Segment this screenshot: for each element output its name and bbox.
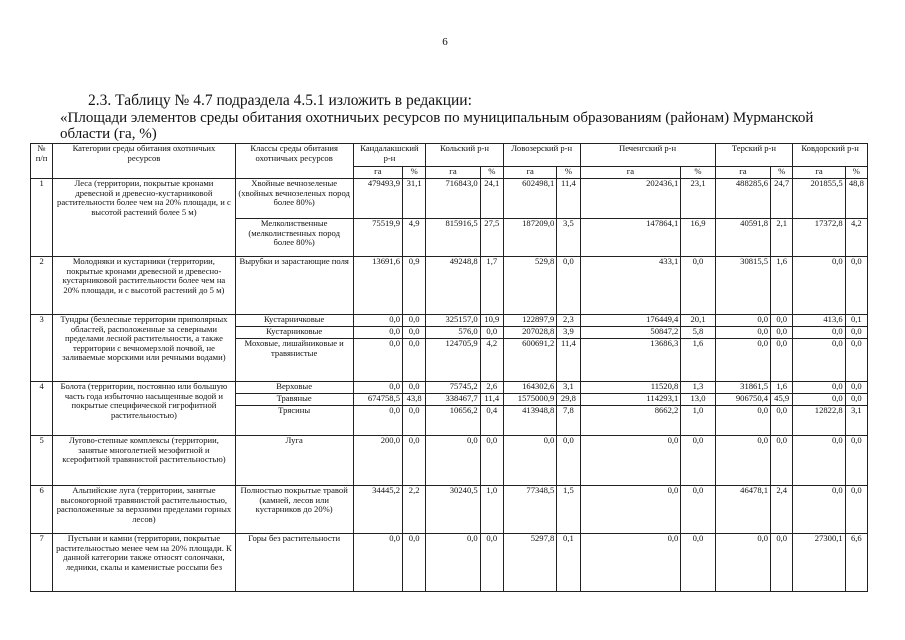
- area-pct-cell: 2,2: [403, 486, 426, 534]
- row-number: 1: [31, 179, 53, 257]
- area-pct-cell: 2,1: [771, 219, 793, 257]
- header-unit-pct: %: [771, 167, 793, 179]
- area-pct-cell: 0,0: [771, 315, 793, 327]
- habitat-class: Моховые, лишайниковые и травянистые: [235, 339, 353, 382]
- area-pct-cell: 3,9: [557, 327, 580, 339]
- area-pct-cell: 0,0: [480, 436, 503, 486]
- area-pct-cell: 0,0: [681, 486, 715, 534]
- area-ha-cell: 0,0: [353, 315, 402, 327]
- area-pct-cell: 29,8: [557, 394, 580, 406]
- table-caption: «Площади элементов среды обитания охотничьих ресурсов по муниципальным образованиям (районам) Мурманской области (га, %): [60, 110, 814, 142]
- area-ha-cell: 0,0: [353, 339, 402, 382]
- area-pct-cell: 0,0: [403, 406, 426, 436]
- area-ha-cell: 488285,6: [715, 179, 770, 219]
- area-ha-cell: 0,0: [353, 534, 402, 592]
- area-ha-cell: 207028,8: [503, 327, 556, 339]
- area-ha-cell: 77348,5: [503, 486, 556, 534]
- area-pct-cell: 1,6: [771, 257, 793, 315]
- area-pct-cell: 3,1: [845, 406, 867, 436]
- area-pct-cell: 0,0: [845, 339, 867, 382]
- area-ha-cell: 10656,2: [426, 406, 480, 436]
- table-row: [31, 534, 868, 592]
- area-pct-cell: 0,0: [480, 327, 503, 339]
- area-pct-cell: 2,3: [557, 315, 580, 327]
- area-pct-cell: 0,9: [403, 257, 426, 315]
- area-pct-cell: 4,9: [403, 219, 426, 257]
- header-category: Категории среды обитания охотничьих ресурсов: [53, 144, 236, 179]
- header-unit-ha: га: [715, 167, 770, 179]
- area-ha-cell: 0,0: [793, 486, 845, 534]
- area-pct-cell: 0,0: [771, 327, 793, 339]
- header-class: Классы среды обитания охотничьих ресурсов: [235, 144, 353, 179]
- page-number: 6: [442, 36, 448, 48]
- area-pct-cell: 0,0: [845, 327, 867, 339]
- area-pct-cell: 11,4: [557, 339, 580, 382]
- habitat-class: Луга: [235, 436, 353, 486]
- area-pct-cell: 0,0: [771, 339, 793, 382]
- area-ha-cell: 75745,2: [426, 382, 480, 394]
- area-ha-cell: 0,0: [793, 394, 845, 406]
- area-ha-cell: 11520,8: [580, 382, 681, 394]
- header-unit-pct: %: [403, 167, 426, 179]
- area-ha-cell: 0,0: [715, 327, 770, 339]
- habitat-class: Хвойные вечнозеленые (хвойных вечнозеленых пород более 80%): [235, 179, 353, 219]
- header-unit-pct: %: [845, 167, 867, 179]
- area-pct-cell: 1,3: [681, 382, 715, 394]
- header-district: Кандалакшский р-н: [353, 144, 426, 167]
- area-ha-cell: 0,0: [426, 436, 480, 486]
- area-ha-cell: 1575000,9: [503, 394, 556, 406]
- area-pct-cell: 3,5: [557, 219, 580, 257]
- area-ha-cell: 600691,2: [503, 339, 556, 382]
- area-ha-cell: 413948,8: [503, 406, 556, 436]
- area-pct-cell: 4,2: [480, 339, 503, 382]
- area-ha-cell: 13686,3: [580, 339, 681, 382]
- habitat-category: Тундры (безлесные территории приполярных областей, расположенные за северными пределами лесной растительности, а также территории с вечномерзлой почвой, не заливаемые морскими или речными водами): [53, 315, 236, 382]
- header-district: Терский р-н: [715, 144, 793, 167]
- habitat-area-table: [30, 143, 868, 592]
- area-pct-cell: 48,8: [845, 179, 867, 219]
- header-num: № п/п: [31, 144, 53, 179]
- section-heading: 2.3. Таблицу № 4.7 подраздела 4.5.1 изложить в редакции:: [88, 92, 472, 109]
- area-ha-cell: 0,0: [353, 382, 402, 394]
- area-ha-cell: 46478,1: [715, 486, 770, 534]
- area-pct-cell: 24,1: [480, 179, 503, 219]
- habitat-class: Вырубки и зарастающие поля: [235, 257, 353, 315]
- area-pct-cell: 0,1: [557, 534, 580, 592]
- area-ha-cell: 0,0: [793, 382, 845, 394]
- area-pct-cell: 0,0: [403, 382, 426, 394]
- area-pct-cell: 0,0: [681, 534, 715, 592]
- area-ha-cell: 34445,2: [353, 486, 402, 534]
- area-ha-cell: 0,0: [793, 436, 845, 486]
- area-pct-cell: 1,6: [681, 339, 715, 382]
- area-ha-cell: 674758,5: [353, 394, 402, 406]
- area-ha-cell: 0,0: [715, 436, 770, 486]
- area-pct-cell: 0,0: [845, 394, 867, 406]
- area-pct-cell: 4,2: [845, 219, 867, 257]
- area-pct-cell: 0,0: [845, 257, 867, 315]
- area-ha-cell: 576,0: [426, 327, 480, 339]
- header-unit-pct: %: [480, 167, 503, 179]
- area-pct-cell: 6,6: [845, 534, 867, 592]
- header-unit-ha: га: [793, 167, 845, 179]
- area-pct-cell: 0,0: [403, 327, 426, 339]
- row-number: 4: [31, 382, 53, 436]
- row-number: 6: [31, 486, 53, 534]
- area-pct-cell: 0,0: [480, 534, 503, 592]
- header-district: Кольский р-н: [426, 144, 504, 167]
- area-pct-cell: 0,0: [845, 382, 867, 394]
- area-ha-cell: 413,6: [793, 315, 845, 327]
- area-pct-cell: 20,1: [681, 315, 715, 327]
- area-ha-cell: 0,0: [793, 257, 845, 315]
- row-number: 2: [31, 257, 53, 315]
- area-pct-cell: 0,0: [403, 436, 426, 486]
- area-pct-cell: 7,8: [557, 406, 580, 436]
- table-row: [31, 382, 868, 394]
- area-ha-cell: 479493,9: [353, 179, 402, 219]
- area-ha-cell: 8662,2: [580, 406, 681, 436]
- header-district: Печенгский р-н: [580, 144, 715, 167]
- area-ha-cell: 75519,9: [353, 219, 402, 257]
- header-unit-ha: га: [503, 167, 556, 179]
- area-ha-cell: 0,0: [580, 486, 681, 534]
- area-pct-cell: 45,9: [771, 394, 793, 406]
- area-ha-cell: 50847,2: [580, 327, 681, 339]
- area-pct-cell: 2,6: [480, 382, 503, 394]
- habitat-category: Лугово-степные комплексы (территории, занятые многолетней мезофитной и ксерофитной травянистой растительностью): [53, 436, 236, 486]
- area-ha-cell: 0,0: [715, 339, 770, 382]
- table-row: [31, 315, 868, 327]
- area-ha-cell: 164302,6: [503, 382, 556, 394]
- area-ha-cell: 0,0: [715, 315, 770, 327]
- header-unit-pct: %: [681, 167, 715, 179]
- area-ha-cell: 529,8: [503, 257, 556, 315]
- area-ha-cell: 0,0: [715, 406, 770, 436]
- habitat-class: Кустарничковые: [235, 315, 353, 327]
- area-ha-cell: 13691,6: [353, 257, 402, 315]
- habitat-category: Пустыни и камни (территории, покрытые растительностью менее чем на 20% площади. К данной категории также относят солончаки, ледники, скалы и каменистые россыпи без: [53, 534, 236, 592]
- area-pct-cell: 0,4: [480, 406, 503, 436]
- area-pct-cell: 1,7: [480, 257, 503, 315]
- area-ha-cell: 30815,5: [715, 257, 770, 315]
- habitat-class: Мелколиственные (мелколиственных пород более 80%): [235, 219, 353, 257]
- area-ha-cell: 12822,8: [793, 406, 845, 436]
- row-number: 7: [31, 534, 53, 592]
- area-pct-cell: 13,0: [681, 394, 715, 406]
- habitat-class: Травяные: [235, 394, 353, 406]
- area-pct-cell: 43,8: [403, 394, 426, 406]
- area-pct-cell: 27,5: [480, 219, 503, 257]
- row-number: 3: [31, 315, 53, 382]
- area-pct-cell: 23,1: [681, 179, 715, 219]
- header-unit-pct: %: [557, 167, 580, 179]
- habitat-class: Полностью покрытые травой (камней, лесов или кустарников до 20%): [235, 486, 353, 534]
- area-ha-cell: 0,0: [715, 534, 770, 592]
- area-pct-cell: 11,4: [480, 394, 503, 406]
- row-number: 5: [31, 436, 53, 486]
- area-pct-cell: 0,0: [681, 436, 715, 486]
- area-ha-cell: 124705,9: [426, 339, 480, 382]
- area-ha-cell: 200,0: [353, 436, 402, 486]
- area-ha-cell: 0,0: [353, 327, 402, 339]
- area-pct-cell: 0,0: [557, 436, 580, 486]
- area-ha-cell: 147864,1: [580, 219, 681, 257]
- area-ha-cell: 114293,1: [580, 394, 681, 406]
- area-pct-cell: 1,5: [557, 486, 580, 534]
- table-row: [31, 436, 868, 486]
- area-ha-cell: 338467,7: [426, 394, 480, 406]
- area-pct-cell: 0,0: [403, 339, 426, 382]
- area-ha-cell: 0,0: [580, 436, 681, 486]
- area-pct-cell: 5,8: [681, 327, 715, 339]
- habitat-class: Кустарниковые: [235, 327, 353, 339]
- area-pct-cell: 1,0: [480, 486, 503, 534]
- table-row: [31, 486, 868, 534]
- area-pct-cell: 0,0: [403, 315, 426, 327]
- habitat-class: Трясины: [235, 406, 353, 436]
- area-ha-cell: 0,0: [503, 436, 556, 486]
- area-ha-cell: 0,0: [793, 339, 845, 382]
- area-ha-cell: 176449,4: [580, 315, 681, 327]
- area-ha-cell: 5297,8: [503, 534, 556, 592]
- area-ha-cell: 0,0: [793, 327, 845, 339]
- area-ha-cell: 602498,1: [503, 179, 556, 219]
- header-unit-ha: га: [353, 167, 402, 179]
- area-ha-cell: 0,0: [580, 534, 681, 592]
- area-pct-cell: 1,6: [771, 382, 793, 394]
- area-ha-cell: 716843,0: [426, 179, 480, 219]
- table-row: [31, 179, 868, 219]
- area-ha-cell: 31861,5: [715, 382, 770, 394]
- area-ha-cell: 0,0: [353, 406, 402, 436]
- area-ha-cell: 40591,8: [715, 219, 770, 257]
- habitat-category: Альпийские луга (территории, занятые высокогорной травянистой растительностью, расположенные за верхними пределами горных лесов): [53, 486, 236, 534]
- area-pct-cell: 2,4: [771, 486, 793, 534]
- area-pct-cell: 0,0: [403, 534, 426, 592]
- area-ha-cell: 30240,5: [426, 486, 480, 534]
- area-ha-cell: 433,1: [580, 257, 681, 315]
- habitat-category: Молодняки и кустарники (территории, покрытые кронами древесной и древесно-кустарниковой растительности более чем на 20% площади, и с высотой растений до 5 м): [53, 257, 236, 315]
- area-ha-cell: 201855,5: [793, 179, 845, 219]
- table-row: [31, 257, 868, 315]
- area-pct-cell: 0,0: [771, 534, 793, 592]
- area-pct-cell: 31,1: [403, 179, 426, 219]
- area-ha-cell: 0,0: [426, 534, 480, 592]
- area-pct-cell: 24,7: [771, 179, 793, 219]
- area-ha-cell: 27300,1: [793, 534, 845, 592]
- area-pct-cell: 0,0: [771, 436, 793, 486]
- habitat-category: Леса (территории, покрытые кронами древесной и древесно-кустарниковой растительности более чем на 20% площади, и с высотой растений более 5 м): [53, 179, 236, 257]
- header-unit-ha: га: [580, 167, 681, 179]
- area-pct-cell: 0,0: [681, 257, 715, 315]
- area-pct-cell: 0,0: [845, 436, 867, 486]
- area-pct-cell: 11,4: [557, 179, 580, 219]
- area-ha-cell: 49248,8: [426, 257, 480, 315]
- area-pct-cell: 10,9: [480, 315, 503, 327]
- area-pct-cell: 0,1: [845, 315, 867, 327]
- area-ha-cell: 906750,4: [715, 394, 770, 406]
- header-unit-ha: га: [426, 167, 480, 179]
- area-pct-cell: 16,9: [681, 219, 715, 257]
- area-pct-cell: 0,0: [557, 257, 580, 315]
- area-ha-cell: 17372,8: [793, 219, 845, 257]
- header-district: Ковдорский р-н: [793, 144, 868, 167]
- habitat-class: Горы без растительности: [235, 534, 353, 592]
- area-ha-cell: 187209,0: [503, 219, 556, 257]
- area-ha-cell: 122897,9: [503, 315, 556, 327]
- area-pct-cell: 3,1: [557, 382, 580, 394]
- area-ha-cell: 325157,0: [426, 315, 480, 327]
- habitat-class: Верховые: [235, 382, 353, 394]
- header-district: Ловозерский р-н: [503, 144, 580, 167]
- area-pct-cell: 0,0: [845, 486, 867, 534]
- area-pct-cell: 0,0: [771, 406, 793, 436]
- habitat-category: Болота (территории, постоянно или большую часть года избыточно насыщенные водой и покрытые специфической гигрофитной растительностью): [53, 382, 236, 436]
- area-ha-cell: 202436,1: [580, 179, 681, 219]
- area-ha-cell: 815916,5: [426, 219, 480, 257]
- area-pct-cell: 1,0: [681, 406, 715, 436]
